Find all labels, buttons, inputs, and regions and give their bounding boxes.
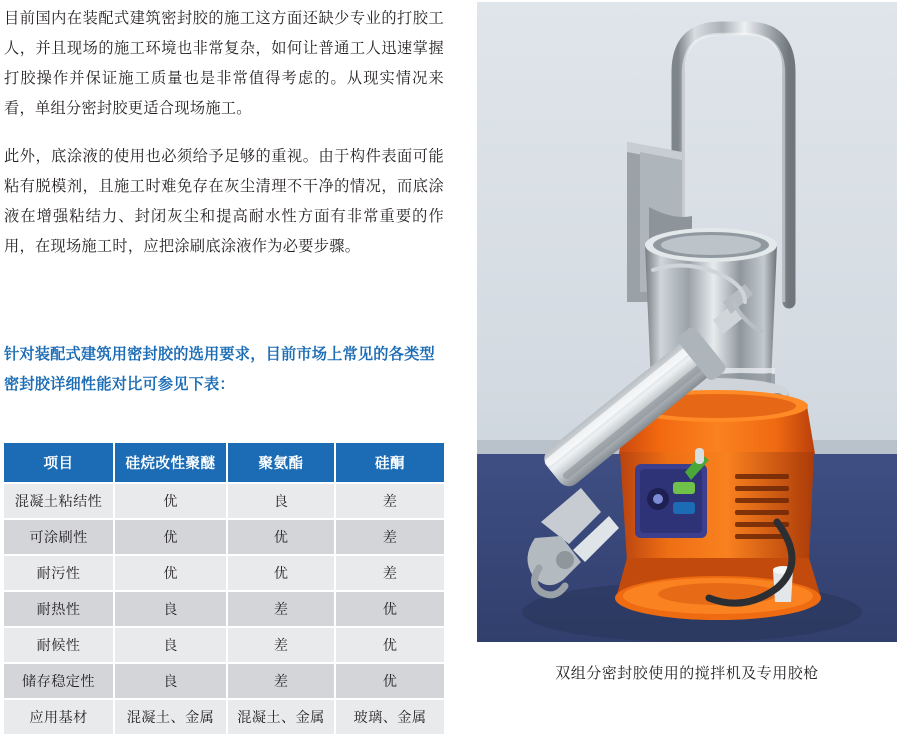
table-cell: 差 <box>227 627 335 663</box>
table-header-row <box>4 443 444 483</box>
table-cell: 优 <box>335 591 444 627</box>
table-cell: 优 <box>227 519 335 555</box>
table-cell: 差 <box>335 483 444 519</box>
table-cell: 良 <box>114 591 227 627</box>
table-cell: 优 <box>335 663 444 699</box>
table-cell: 储存稳定性 <box>4 663 114 699</box>
table-cell: 差 <box>335 519 444 555</box>
table-cell: 耐候性 <box>4 627 114 663</box>
table-cell: 差 <box>227 663 335 699</box>
table-header-cell-0: 项目 <box>4 443 114 483</box>
table-cell: 应用基材 <box>4 699 114 735</box>
table-row <box>4 483 444 519</box>
paragraph-1: 目前国内在装配式建筑密封胶的施工这方面还缺少专业的打胶工人，并且现场的施工环境也非常复杂，如何让普通工人迅速掌握打胶操作并保证施工质量也是非常值得考虑的。从现实情况来看，单组分密封胶更适合现场施工。 <box>4 10 444 117</box>
table-cell: 玻璃、金属 <box>335 699 444 735</box>
paragraph-2: 此外，底涂液的使用也必须给予足够的重视。由于构件表面可能粘有脱模剂，且施工时难免存在灰尘清理不干净的情况，而底涂液在增强粘结力、封闭灰尘和提高耐水性方面有非常重要的作用，在现场施工时，应把涂刷底涂液作为必要步骤。 <box>4 147 444 255</box>
table-cell: 可涂刷性 <box>4 519 114 555</box>
table-cell: 混凝土粘结性 <box>4 483 114 519</box>
table-header-cell-1: 硅烷改性聚醚 <box>114 443 227 483</box>
table-row <box>4 591 444 627</box>
table-row <box>4 555 444 591</box>
table-header-cell-3: 硅酮 <box>335 443 444 483</box>
table-cell: 良 <box>114 663 227 699</box>
table-lead-in-text: 针对装配式建筑用密封胶的选用要求，目前市场上常见的各类型密封胶详细性能对比可参见下表： <box>4 346 435 393</box>
table-cell: 差 <box>335 555 444 591</box>
right-column <box>477 0 900 715</box>
table-cell: 优 <box>335 627 444 663</box>
sealant-comparison-table-wrapper <box>4 443 444 736</box>
table-cell: 耐热性 <box>4 591 114 627</box>
table-cell: 差 <box>227 591 335 627</box>
left-column <box>0 0 452 726</box>
table-cell: 优 <box>114 483 227 519</box>
table-cell: 混凝土、金属 <box>227 699 335 735</box>
table-cell: 耐污性 <box>4 555 114 591</box>
table-cell: 混凝土、金属 <box>114 699 227 735</box>
sealant-comparison-table <box>4 443 444 736</box>
figure-caption: 双组分密封胶使用的搅拌机及专用胶枪 <box>555 665 819 682</box>
table-header-cell-2: 聚氨酯 <box>227 443 335 483</box>
table-row <box>4 519 444 555</box>
table-cell: 优 <box>114 555 227 591</box>
table-cell: 良 <box>227 483 335 519</box>
mixer-and-caulking-gun-photo <box>477 2 897 642</box>
table-row <box>4 663 444 699</box>
table-row <box>4 627 444 663</box>
lead-in-block <box>0 340 452 399</box>
table-row <box>4 699 444 735</box>
table-cell: 良 <box>114 627 227 663</box>
table-cell: 优 <box>227 555 335 591</box>
table-cell: 优 <box>114 519 227 555</box>
